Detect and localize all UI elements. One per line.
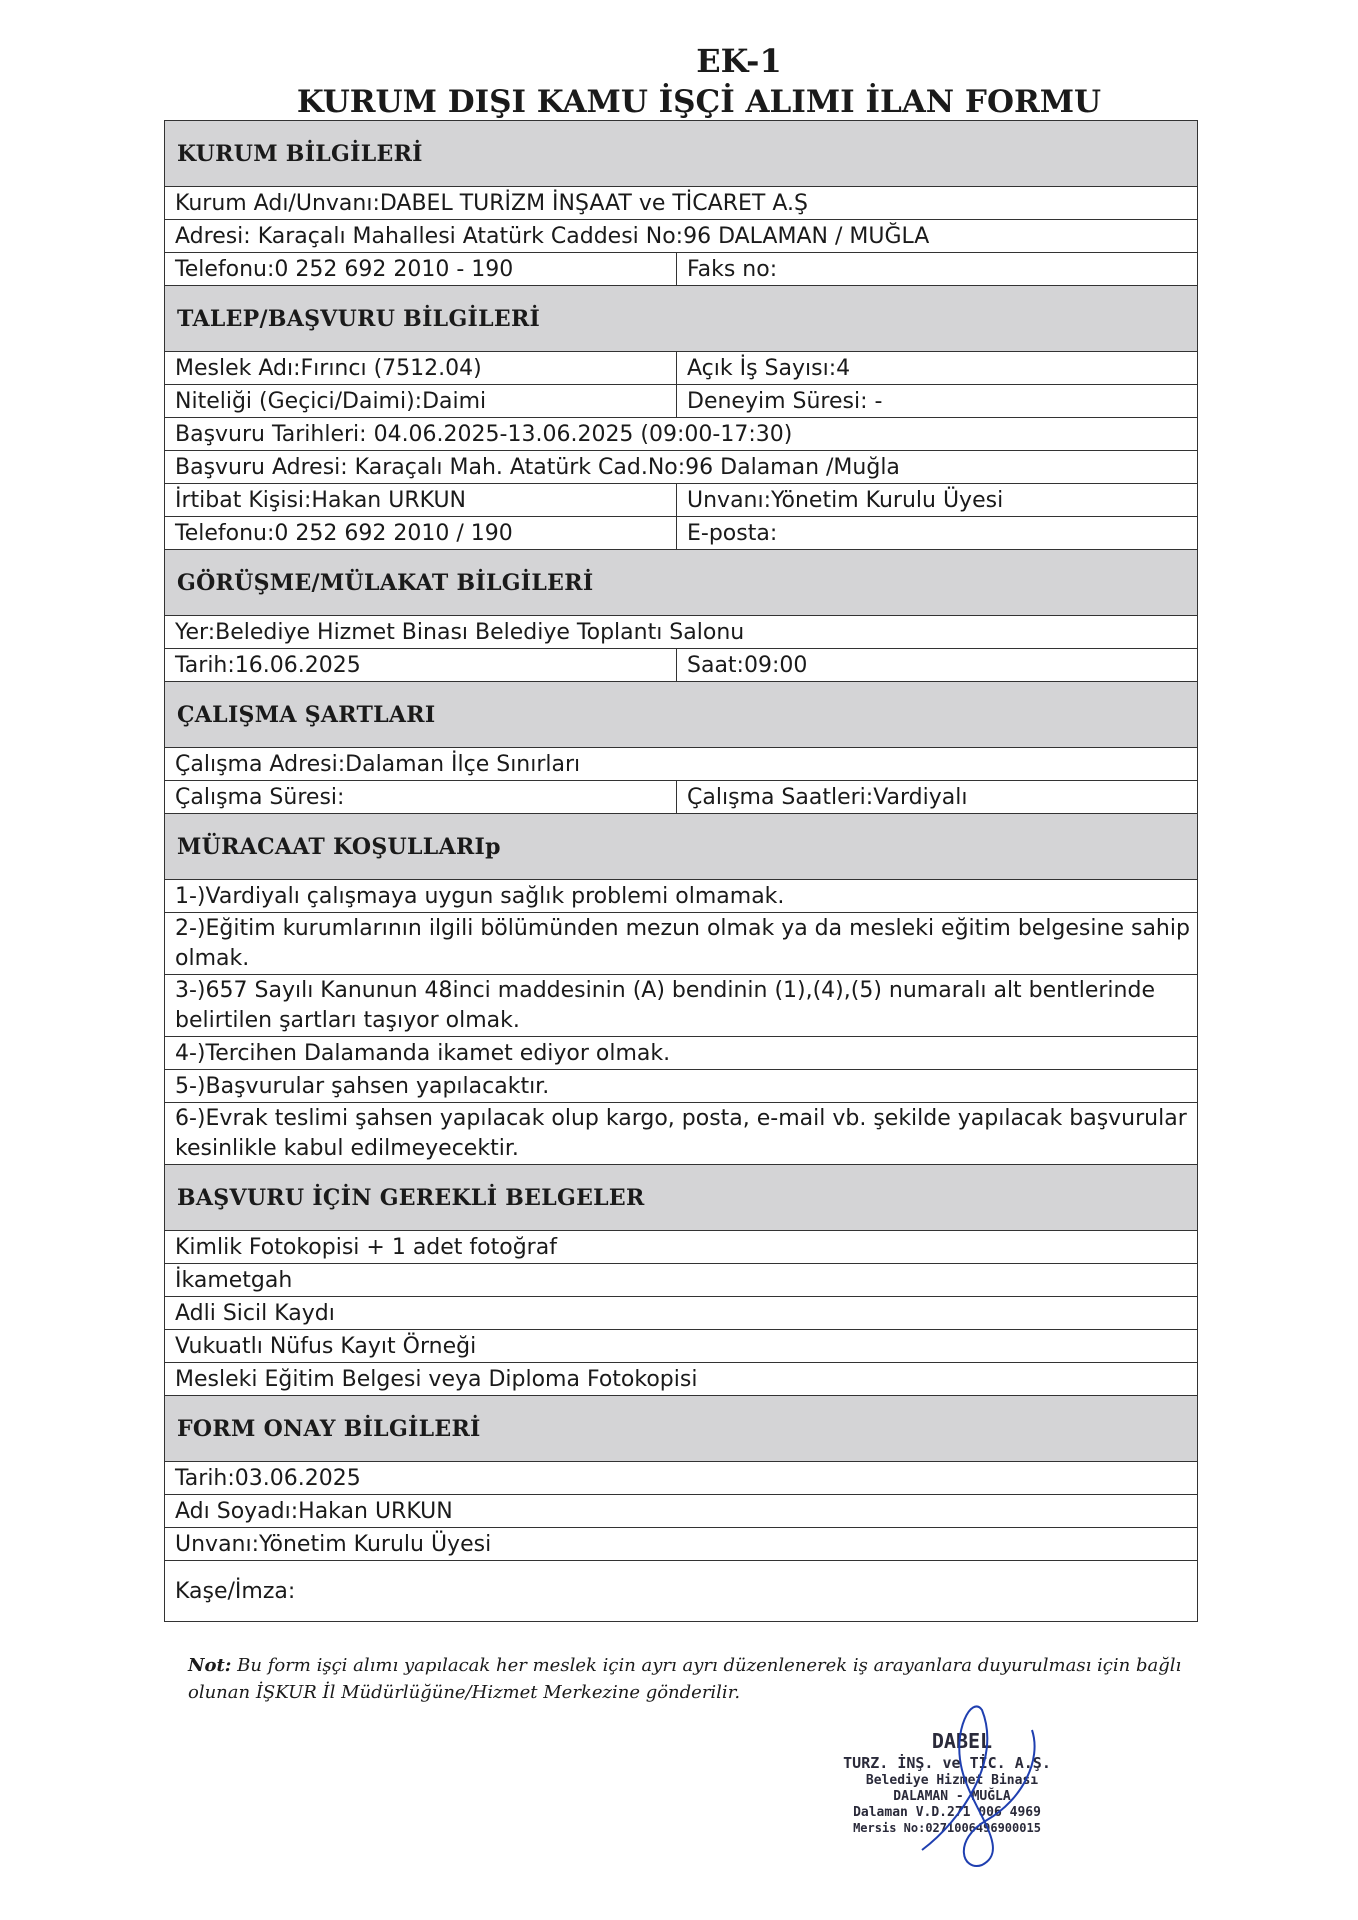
document-title: KURUM DIŞI KAMU İŞÇİ ALIMI İLAN FORMU: [296, 84, 1102, 120]
list-item: [164, 1362, 1198, 1395]
talep-adres: Başvuru Adresi: Karaçalı Mah. Atatürk Cad.No:96 Dalaman /Muğla: [175, 454, 900, 480]
form-row: [164, 780, 1198, 813]
belge-item-4: Vukuatlı Nüfus Kayıt Örneği: [175, 1333, 477, 1359]
kurum-phone: Telefonu:0 252 692 2010 - 190: [165, 253, 677, 285]
form-row: [164, 1461, 1198, 1494]
belge-item-3: Adli Sicil Kaydı: [175, 1300, 335, 1326]
muracaat-item-3: 3-)657 Sayılı Kanunun 48inci maddesinin (A) bendinin (1),(4),(5) numaralı alt bentlerinde belirtilen şartları taşıyor olmak.: [175, 978, 1155, 1033]
gorusme-yer: Yer:Belediye Hizmet Binası Belediye Toplantı Salonu: [175, 619, 745, 645]
muracaat-item-5: 5-)Başvurular şahsen yapılacaktır.: [175, 1073, 550, 1099]
talep-irtibat: İrtibat Kişisi:Hakan URKUN: [165, 484, 677, 516]
list-item: [164, 974, 1198, 1036]
stamp-line: DABEL: [931, 1729, 993, 1753]
muracaat-item-2: 2-)Eğitim kurumlarının ilgili bölümünden mezun olmak ya da mesleki eğitim belgesine sahip olmak.: [175, 916, 1190, 971]
form-row: [164, 615, 1198, 648]
stamp-line: Mersis No:0271006496900015: [853, 1821, 1041, 1835]
company-stamp: [812, 1700, 1082, 1870]
muracaat-item-6: 6-)Evrak teslimi şahsen yapılacak olup kargo, posta, e-mail vb. şekilde yapılacak başvurular kesinlikle kabul edilmeyecektir.: [175, 1106, 1187, 1161]
gorusme-saat: Saat:09:00: [687, 652, 808, 678]
talep-deneyim: Deneyim Süresi: -: [687, 388, 883, 414]
onay-imza: Kaşe/İmza:: [175, 1578, 296, 1604]
muracaat-item-4: 4-)Tercihen Dalamanda ikamet ediyor olmak.: [175, 1040, 671, 1066]
stamp-line: DALAMAN - MUĞLA: [893, 1789, 1011, 1804]
form-row: [164, 747, 1198, 780]
kurum-name: Kurum Adı/Unvanı:DABEL TURİZM İNŞAAT ve TİCARET A.Ş: [175, 190, 808, 216]
list-item: [164, 1230, 1198, 1263]
footer-note: [188, 1652, 1228, 1706]
gorusme-tarih: Tarih:16.06.2025: [165, 649, 677, 681]
form-row: [164, 417, 1198, 450]
calisma-adres: Çalışma Adresi:Dalaman İlçe Sınırları: [175, 751, 581, 777]
section-belgeler-heading: BAŞVURU İÇİN GEREKLİ BELGELER: [164, 1164, 1198, 1230]
list-item: [164, 1296, 1198, 1329]
section-onay-heading: FORM ONAY BİLGİLERİ: [164, 1395, 1198, 1461]
stamp-line: TURZ. İNŞ. ve TİC. A.Ş.: [843, 1754, 1051, 1772]
muracaat-item-1: 1-)Vardiyalı çalışmaya uygun sağlık problemi olmamak.: [175, 883, 785, 909]
kurum-address: Adresi: Karaçalı Mahallesi Atatürk Caddesi No:96 DALAMAN / MUĞLA: [175, 223, 930, 249]
section-calisma-heading: ÇALIŞMA ŞARTLARI: [164, 681, 1198, 747]
calisma-saatler: Çalışma Saatleri:Vardiyalı: [687, 784, 968, 810]
talep-eposta: E-posta:: [687, 520, 778, 546]
section-muracaat-heading: MÜRACAAT KOŞULLARIp: [164, 813, 1198, 879]
list-item: [164, 1069, 1198, 1102]
onay-ad: Adı Soyadı:Hakan URKUN: [175, 1498, 453, 1524]
form-row: [164, 1527, 1198, 1560]
section-gorusme-heading: GÖRÜŞME/MÜLAKAT BİLGİLERİ: [164, 549, 1198, 615]
belge-item-5: Mesleki Eğitim Belgesi veya Diploma Fotokopisi: [175, 1366, 698, 1392]
talep-acik-is: Açık İş Sayısı:4: [687, 355, 851, 381]
onay-tarih: Tarih:03.06.2025: [175, 1465, 361, 1491]
onay-unvan: Unvanı:Yönetim Kurulu Üyesi: [175, 1531, 492, 1557]
form-table: [164, 120, 1198, 1622]
form-row: [164, 384, 1198, 417]
form-row: [164, 1560, 1198, 1622]
section-talep-heading: TALEP/BAŞVURU BİLGİLERİ: [164, 285, 1198, 351]
form-row: [164, 483, 1198, 516]
section-kurum-heading: KURUM BİLGİLERİ: [164, 120, 1198, 186]
form-row: [164, 648, 1198, 681]
form-row: [164, 450, 1198, 483]
stamp-line: Belediye Hizmet Binası: [865, 1773, 1039, 1788]
kurum-fax: Faks no:: [687, 256, 778, 282]
list-item: [164, 1036, 1198, 1069]
note-label: Not:: [188, 1655, 232, 1676]
calisma-sure: Çalışma Süresi:: [165, 781, 677, 813]
form-row: [164, 351, 1198, 384]
form-row: [164, 219, 1198, 252]
document-code: EK-1: [696, 42, 782, 80]
form-row: [164, 252, 1198, 285]
talep-telefon: Telefonu:0 252 692 2010 / 190: [165, 517, 677, 549]
talep-niteligi: Niteliği (Geçici/Daimi):Daimi: [165, 385, 677, 417]
talep-tarihler: Başvuru Tarihleri: 04.06.2025-13.06.2025 (09:00-17:30): [175, 421, 793, 447]
talep-meslek: Meslek Adı:Fırıncı (7512.04): [165, 352, 677, 384]
belge-item-1: Kimlik Fotokopisi + 1 adet fotoğraf: [175, 1234, 557, 1260]
list-item: [164, 912, 1198, 974]
form-row: [164, 186, 1198, 219]
list-item: [164, 1329, 1198, 1362]
stamp-line: Dalaman V.D.271 006 4969: [853, 1805, 1041, 1820]
list-item: [164, 1102, 1198, 1164]
form-row: [164, 516, 1198, 549]
list-item: [164, 879, 1198, 912]
form-row: [164, 1494, 1198, 1527]
note-text: Bu form işçi alımı yapılacak her meslek için ayrı ayrı düzenlenerek iş arayanlara duyurulması için bağlı olunan İŞKUR İl Müdürlüğüne/Hizmet Merkezine gönderilir.: [188, 1655, 1182, 1703]
list-item: [164, 1263, 1198, 1296]
talep-unvan: Unvanı:Yönetim Kurulu Üyesi: [687, 487, 1004, 513]
belge-item-2: İkametgah: [175, 1267, 293, 1293]
